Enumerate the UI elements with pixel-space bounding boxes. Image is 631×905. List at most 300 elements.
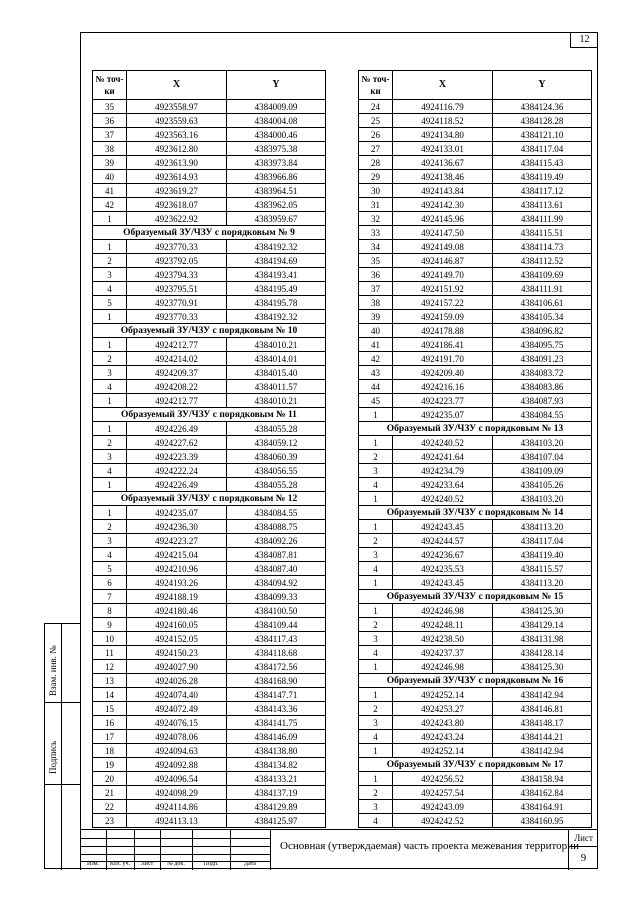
table-row xyxy=(359,478,592,492)
point-number-cell: 1 xyxy=(359,660,393,674)
point-number-cell: 20 xyxy=(93,772,127,786)
table-row xyxy=(93,142,326,156)
point-number-cell: 37 xyxy=(359,282,393,296)
section-title: Образуемый ЗУ/ЧЗУ с порядковым № 16 xyxy=(359,674,592,688)
y-coordinate-cell: 4384105.34 xyxy=(493,310,592,324)
coordinates-table-right xyxy=(358,70,592,828)
section-row xyxy=(359,674,592,688)
x-coordinate-cell: 4924142.30 xyxy=(393,198,493,212)
point-number-cell: 1 xyxy=(359,436,393,450)
x-coordinate-cell: 4924242.52 xyxy=(393,814,493,828)
x-coordinate-cell: 4924096.54 xyxy=(127,772,227,786)
y-coordinate-cell: 4384115.43 xyxy=(493,156,592,170)
x-coordinate-cell: 4924191.70 xyxy=(393,352,493,366)
point-number-cell: 3 xyxy=(359,464,393,478)
x-coordinate-cell: 4924243.24 xyxy=(393,730,493,744)
x-coordinate-cell: 4924212.77 xyxy=(127,394,227,408)
x-coordinate-cell: 4924114.86 xyxy=(127,800,227,814)
table-row xyxy=(93,590,326,604)
x-coordinate-cell: 4924238.50 xyxy=(393,632,493,646)
x-coordinate-cell: 4924240.52 xyxy=(393,436,493,450)
point-number-cell: 17 xyxy=(93,730,127,744)
point-number-cell: 1 xyxy=(93,240,127,254)
point-number-cell: 2 xyxy=(93,352,127,366)
table-row xyxy=(93,772,326,786)
tb-col-izm: Изм. xyxy=(87,861,99,867)
point-number-cell: 2 xyxy=(359,702,393,716)
x-coordinate-cell: 4923795.51 xyxy=(127,282,227,296)
point-number-cell: 42 xyxy=(93,198,127,212)
point-number-cell: 9 xyxy=(93,618,127,632)
point-number-cell: 27 xyxy=(359,142,393,156)
table-row xyxy=(359,352,592,366)
point-number-cell: 35 xyxy=(359,254,393,268)
point-number-cell: 24 xyxy=(359,100,393,114)
x-coordinate-cell: 4924236.30 xyxy=(127,520,227,534)
y-coordinate-cell: 4384138.80 xyxy=(227,744,326,758)
section-title: Образуемый ЗУ/ЧЗУ с порядковым № 15 xyxy=(359,590,592,604)
x-coordinate-cell: 4923558.97 xyxy=(127,100,227,114)
point-number-cell: 40 xyxy=(359,324,393,338)
point-number-cell: 40 xyxy=(93,170,127,184)
x-coordinate-cell: 4924193.26 xyxy=(127,576,227,590)
x-coordinate-cell: 4924257.54 xyxy=(393,786,493,800)
table-row xyxy=(93,422,326,436)
table-row xyxy=(359,156,592,170)
point-number-cell: 3 xyxy=(93,366,127,380)
point-number-cell: 19 xyxy=(93,758,127,772)
table-row xyxy=(359,408,592,422)
point-number-cell: 28 xyxy=(359,156,393,170)
y-coordinate-cell: 4384096.82 xyxy=(493,324,592,338)
y-coordinate-cell: 4384195.49 xyxy=(227,282,326,296)
table-row xyxy=(93,688,326,702)
side-label-inv: Взам. инв. № xyxy=(48,645,58,696)
tb-col-date: Дата xyxy=(244,861,256,867)
x-coordinate-cell: 4924134.80 xyxy=(393,128,493,142)
y-coordinate-cell: 4384125.97 xyxy=(227,814,326,828)
y-coordinate-cell: 4384117.12 xyxy=(493,184,592,198)
table-row xyxy=(93,632,326,646)
y-coordinate-cell: 4384144.21 xyxy=(493,730,592,744)
y-coordinate-cell: 4384192.32 xyxy=(227,310,326,324)
point-number-cell: 37 xyxy=(93,128,127,142)
table-row xyxy=(359,632,592,646)
point-number-cell: 3 xyxy=(359,632,393,646)
x-coordinate-cell: 4924223.27 xyxy=(127,534,227,548)
section-row xyxy=(359,758,592,772)
y-coordinate-cell: 4384103.20 xyxy=(493,492,592,506)
x-coordinate-cell: 4924235.07 xyxy=(127,506,227,520)
point-number-cell: 4 xyxy=(93,464,127,478)
point-number-cell: 1 xyxy=(359,744,393,758)
table-row xyxy=(93,464,326,478)
point-number-cell: 35 xyxy=(93,100,127,114)
point-number-cell: 36 xyxy=(359,268,393,282)
x-coordinate-cell: 4924149.08 xyxy=(393,240,493,254)
table-row xyxy=(93,562,326,576)
y-coordinate-cell: 4384087.40 xyxy=(227,562,326,576)
x-coordinate-cell: 4924157.22 xyxy=(393,296,493,310)
table-row xyxy=(359,786,592,800)
table-row xyxy=(359,184,592,198)
y-coordinate-cell: 4384084.55 xyxy=(493,408,592,422)
y-coordinate-cell: 4384143.36 xyxy=(227,702,326,716)
table-row xyxy=(93,520,326,534)
coordinates-table-left xyxy=(92,70,326,828)
point-number-cell: 41 xyxy=(359,338,393,352)
x-coordinate-cell: 4924210.96 xyxy=(127,562,227,576)
page-number: 12 xyxy=(570,32,598,48)
point-number-cell: 1 xyxy=(93,422,127,436)
table-row xyxy=(93,282,326,296)
x-coordinate-cell: 4924147.50 xyxy=(393,226,493,240)
point-number-cell: 1 xyxy=(93,212,127,226)
y-coordinate-cell: 4384087.93 xyxy=(493,394,592,408)
point-number-cell: 39 xyxy=(93,156,127,170)
table-row xyxy=(93,156,326,170)
x-coordinate-cell: 4923559.63 xyxy=(127,114,227,128)
section-row xyxy=(93,324,326,338)
x-coordinate-cell: 4924072.49 xyxy=(127,702,227,716)
x-coordinate-cell: 4924208.22 xyxy=(127,380,227,394)
point-number-cell: 6 xyxy=(93,576,127,590)
y-coordinate-cell: 4384115.51 xyxy=(493,226,592,240)
table-row xyxy=(359,254,592,268)
point-number-cell: 4 xyxy=(359,730,393,744)
y-coordinate-cell: 4384195.78 xyxy=(227,296,326,310)
tb-col-podp: Подп. xyxy=(203,861,219,867)
point-number-cell: 31 xyxy=(359,198,393,212)
x-coordinate-cell: 4924152.05 xyxy=(127,632,227,646)
table-row xyxy=(93,170,326,184)
y-coordinate-cell: 4384128.14 xyxy=(493,646,592,660)
document-title: Основная (утверждаемая) часть проекта межевания территории xyxy=(270,830,588,870)
x-coordinate-cell: 4924178.88 xyxy=(393,324,493,338)
point-number-cell: 1 xyxy=(359,576,393,590)
point-number-cell: 34 xyxy=(359,240,393,254)
x-coordinate-cell: 4924180.46 xyxy=(127,604,227,618)
x-coordinate-cell: 4924246.98 xyxy=(393,604,493,618)
point-number-cell: 1 xyxy=(359,772,393,786)
tb-col-kol: Кол. уч. xyxy=(109,861,131,867)
y-coordinate-cell: 4384137.19 xyxy=(227,786,326,800)
point-number-cell: 1 xyxy=(359,520,393,534)
table-row xyxy=(359,394,592,408)
point-number-cell: 1 xyxy=(359,492,393,506)
table-row xyxy=(359,100,592,114)
x-coordinate-cell: 4924113.13 xyxy=(127,814,227,828)
y-coordinate-cell: 4384056.55 xyxy=(227,464,326,478)
point-number-cell: 15 xyxy=(93,702,127,716)
y-coordinate-cell: 4384112.52 xyxy=(493,254,592,268)
section-row xyxy=(359,506,592,520)
x-coordinate-cell: 4923794.33 xyxy=(127,268,227,282)
y-coordinate-cell: 4384142.94 xyxy=(493,688,592,702)
point-number-cell: 4 xyxy=(359,814,393,828)
point-number-cell: 44 xyxy=(359,380,393,394)
table-row xyxy=(93,534,326,548)
table-row xyxy=(93,576,326,590)
table-row xyxy=(93,128,326,142)
y-coordinate-cell: 4384055.28 xyxy=(227,478,326,492)
x-coordinate-cell: 4924215.04 xyxy=(127,548,227,562)
table-row xyxy=(93,758,326,772)
title-block-grid xyxy=(80,830,270,870)
y-coordinate-cell: 4384128.28 xyxy=(493,114,592,128)
y-coordinate-cell: 4384172.56 xyxy=(227,660,326,674)
y-coordinate-cell: 4384004.08 xyxy=(227,114,326,128)
point-number-cell: 4 xyxy=(359,562,393,576)
x-coordinate-cell: 4924209.37 xyxy=(127,366,227,380)
point-number-cell: 3 xyxy=(93,268,127,282)
table-row xyxy=(359,240,592,254)
y-coordinate-cell: 4384133.21 xyxy=(227,772,326,786)
x-coordinate-cell: 4924226.49 xyxy=(127,478,227,492)
point-number-cell: 2 xyxy=(359,618,393,632)
point-number-cell: 38 xyxy=(93,142,127,156)
x-coordinate-cell: 4924209.40 xyxy=(393,366,493,380)
y-coordinate-cell: 4384146.09 xyxy=(227,730,326,744)
table-row xyxy=(93,366,326,380)
y-coordinate-cell: 4384109.09 xyxy=(493,464,592,478)
table-row xyxy=(93,646,326,660)
table-row xyxy=(359,268,592,282)
x-coordinate-cell: 4924136.67 xyxy=(393,156,493,170)
point-number-cell: 21 xyxy=(93,786,127,800)
x-coordinate-cell: 4924145.96 xyxy=(393,212,493,226)
header-point-number: № точ-ки xyxy=(93,71,127,100)
header-x: X xyxy=(393,71,493,100)
y-coordinate-cell: 4384118.68 xyxy=(227,646,326,660)
table-row xyxy=(359,562,592,576)
y-coordinate-cell: 4384119.40 xyxy=(493,548,592,562)
x-coordinate-cell: 4924233.64 xyxy=(393,478,493,492)
x-coordinate-cell: 4923563.16 xyxy=(127,128,227,142)
y-coordinate-cell: 4384129.89 xyxy=(227,800,326,814)
sheet-box xyxy=(568,830,598,870)
y-coordinate-cell: 4384160.95 xyxy=(493,814,592,828)
header-point-number: № точ-ки xyxy=(359,71,393,100)
table-row xyxy=(93,254,326,268)
x-coordinate-cell: 4924222.24 xyxy=(127,464,227,478)
x-coordinate-cell: 4924133.01 xyxy=(393,142,493,156)
table-row xyxy=(359,646,592,660)
title-block xyxy=(80,829,598,869)
point-number-cell: 5 xyxy=(93,562,127,576)
point-number-cell: 36 xyxy=(93,114,127,128)
table-row xyxy=(93,730,326,744)
y-coordinate-cell: 4384194.69 xyxy=(227,254,326,268)
table-row xyxy=(359,450,592,464)
table-row xyxy=(93,394,326,408)
point-number-cell: 7 xyxy=(93,590,127,604)
table-row xyxy=(93,674,326,688)
x-coordinate-cell: 4924214.02 xyxy=(127,352,227,366)
tb-col-doc: № док. xyxy=(167,861,185,867)
y-coordinate-cell: 4384015.40 xyxy=(227,366,326,380)
section-row xyxy=(359,590,592,604)
y-coordinate-cell: 4384117.43 xyxy=(227,632,326,646)
point-number-cell: 3 xyxy=(93,534,127,548)
side-label-sign: Подпись xyxy=(48,740,58,774)
point-number-cell: 14 xyxy=(93,688,127,702)
y-coordinate-cell: 4384106.61 xyxy=(493,296,592,310)
point-number-cell: 2 xyxy=(359,534,393,548)
x-coordinate-cell: 4924078.06 xyxy=(127,730,227,744)
section-title: Образуемый ЗУ/ЧЗУ с порядковым № 12 xyxy=(93,492,326,506)
x-coordinate-cell: 4924026.28 xyxy=(127,674,227,688)
x-coordinate-cell: 4924188.19 xyxy=(127,590,227,604)
point-number-cell: 41 xyxy=(93,184,127,198)
y-coordinate-cell: 4384099.33 xyxy=(227,590,326,604)
table-row xyxy=(93,744,326,758)
y-coordinate-cell: 4384087.81 xyxy=(227,548,326,562)
table-row xyxy=(93,660,326,674)
point-number-cell: 43 xyxy=(359,366,393,380)
point-number-cell: 45 xyxy=(359,394,393,408)
y-coordinate-cell: 4384091.23 xyxy=(493,352,592,366)
table-row xyxy=(93,212,326,226)
point-number-cell: 3 xyxy=(359,716,393,730)
y-coordinate-cell: 4384162.84 xyxy=(493,786,592,800)
x-coordinate-cell: 4924149.70 xyxy=(393,268,493,282)
x-coordinate-cell: 4923613.90 xyxy=(127,156,227,170)
y-coordinate-cell: 4384117.04 xyxy=(493,142,592,156)
x-coordinate-cell: 4924236.67 xyxy=(393,548,493,562)
table-row xyxy=(93,548,326,562)
x-coordinate-cell: 4924246.98 xyxy=(393,660,493,674)
point-number-cell: 4 xyxy=(359,646,393,660)
x-coordinate-cell: 4924227.62 xyxy=(127,436,227,450)
point-number-cell: 42 xyxy=(359,352,393,366)
sheet-number: 9 xyxy=(580,852,587,864)
x-coordinate-cell: 4924098.29 xyxy=(127,786,227,800)
y-coordinate-cell: 4384014.01 xyxy=(227,352,326,366)
y-coordinate-cell: 4384146.81 xyxy=(493,702,592,716)
x-coordinate-cell: 4923614.93 xyxy=(127,170,227,184)
header-y: Y xyxy=(493,71,592,100)
table-row xyxy=(93,478,326,492)
y-coordinate-cell: 4384164.91 xyxy=(493,800,592,814)
table-row xyxy=(93,450,326,464)
point-number-cell: 25 xyxy=(359,114,393,128)
table-row xyxy=(93,100,326,114)
y-coordinate-cell: 4384131.98 xyxy=(493,632,592,646)
y-coordinate-cell: 4384083.72 xyxy=(493,366,592,380)
y-coordinate-cell: 4383964.51 xyxy=(227,184,326,198)
x-coordinate-cell: 4924116.79 xyxy=(393,100,493,114)
x-coordinate-cell: 4923618.07 xyxy=(127,198,227,212)
section-title: Образуемый ЗУ/ЧЗУ с порядковым № 17 xyxy=(359,758,592,772)
y-coordinate-cell: 4384121.10 xyxy=(493,128,592,142)
y-coordinate-cell: 4384111.99 xyxy=(493,212,592,226)
table-row xyxy=(359,464,592,478)
table-row xyxy=(359,226,592,240)
y-coordinate-cell: 4384055.28 xyxy=(227,422,326,436)
table-row xyxy=(359,688,592,702)
table-row xyxy=(359,604,592,618)
point-number-cell: 2 xyxy=(93,254,127,268)
point-number-cell: 4 xyxy=(93,548,127,562)
table-row xyxy=(93,814,326,828)
table-row xyxy=(359,520,592,534)
table-row xyxy=(359,814,592,828)
point-number-cell: 39 xyxy=(359,310,393,324)
x-coordinate-cell: 4923792.05 xyxy=(127,254,227,268)
table-row xyxy=(93,198,326,212)
section-row xyxy=(359,422,592,436)
point-number-cell: 13 xyxy=(93,674,127,688)
y-coordinate-cell: 4383959.67 xyxy=(227,212,326,226)
table-row xyxy=(359,114,592,128)
x-coordinate-cell: 4924256.52 xyxy=(393,772,493,786)
y-coordinate-cell: 4383962.05 xyxy=(227,198,326,212)
x-coordinate-cell: 4924235.53 xyxy=(393,562,493,576)
x-coordinate-cell: 4924248.11 xyxy=(393,618,493,632)
x-coordinate-cell: 4924234.79 xyxy=(393,464,493,478)
y-coordinate-cell: 4384142.94 xyxy=(493,744,592,758)
tb-col-list: Лист xyxy=(140,861,154,867)
x-coordinate-cell: 4923622.92 xyxy=(127,212,227,226)
table-row xyxy=(359,772,592,786)
y-coordinate-cell: 4384117.04 xyxy=(493,534,592,548)
y-coordinate-cell: 4384010.21 xyxy=(227,394,326,408)
x-coordinate-cell: 4924235.07 xyxy=(393,408,493,422)
y-coordinate-cell: 4384113.20 xyxy=(493,576,592,590)
table-row xyxy=(359,534,592,548)
table-row xyxy=(359,282,592,296)
x-coordinate-cell: 4924243.45 xyxy=(393,520,493,534)
table-row xyxy=(359,716,592,730)
y-coordinate-cell: 4384000.46 xyxy=(227,128,326,142)
table-row xyxy=(359,702,592,716)
y-coordinate-cell: 4384105.26 xyxy=(493,478,592,492)
y-coordinate-cell: 4384107.04 xyxy=(493,450,592,464)
table-row xyxy=(93,338,326,352)
y-coordinate-cell: 4384192.32 xyxy=(227,240,326,254)
section-title: Образуемый ЗУ/ЧЗУ с порядковым № 9 xyxy=(93,226,326,240)
point-number-cell: 4 xyxy=(93,282,127,296)
point-number-cell: 26 xyxy=(359,128,393,142)
table-row xyxy=(359,800,592,814)
y-coordinate-cell: 4384060.39 xyxy=(227,450,326,464)
sheet-label: Лист xyxy=(569,830,598,847)
point-number-cell: 1 xyxy=(359,408,393,422)
x-coordinate-cell: 4924186.41 xyxy=(393,338,493,352)
x-coordinate-cell: 4924240.52 xyxy=(393,492,493,506)
x-coordinate-cell: 4924252.14 xyxy=(393,744,493,758)
point-number-cell: 1 xyxy=(93,394,127,408)
y-coordinate-cell: 4384109.69 xyxy=(493,268,592,282)
point-number-cell: 33 xyxy=(359,226,393,240)
y-coordinate-cell: 4384168.90 xyxy=(227,674,326,688)
section-title: Образуемый ЗУ/ЧЗУ с порядковым № 10 xyxy=(93,324,326,338)
point-number-cell: 32 xyxy=(359,212,393,226)
point-number-cell: 3 xyxy=(359,800,393,814)
x-coordinate-cell: 4923770.33 xyxy=(127,240,227,254)
x-coordinate-cell: 4924118.52 xyxy=(393,114,493,128)
x-coordinate-cell: 4924243.80 xyxy=(393,716,493,730)
table-row xyxy=(359,436,592,450)
point-number-cell: 30 xyxy=(359,184,393,198)
header-x: X xyxy=(127,71,227,100)
y-coordinate-cell: 4384114.73 xyxy=(493,240,592,254)
y-coordinate-cell: 4384103.20 xyxy=(493,436,592,450)
x-coordinate-cell: 4924223.39 xyxy=(127,450,227,464)
table-row xyxy=(359,548,592,562)
y-coordinate-cell: 4383966.86 xyxy=(227,170,326,184)
